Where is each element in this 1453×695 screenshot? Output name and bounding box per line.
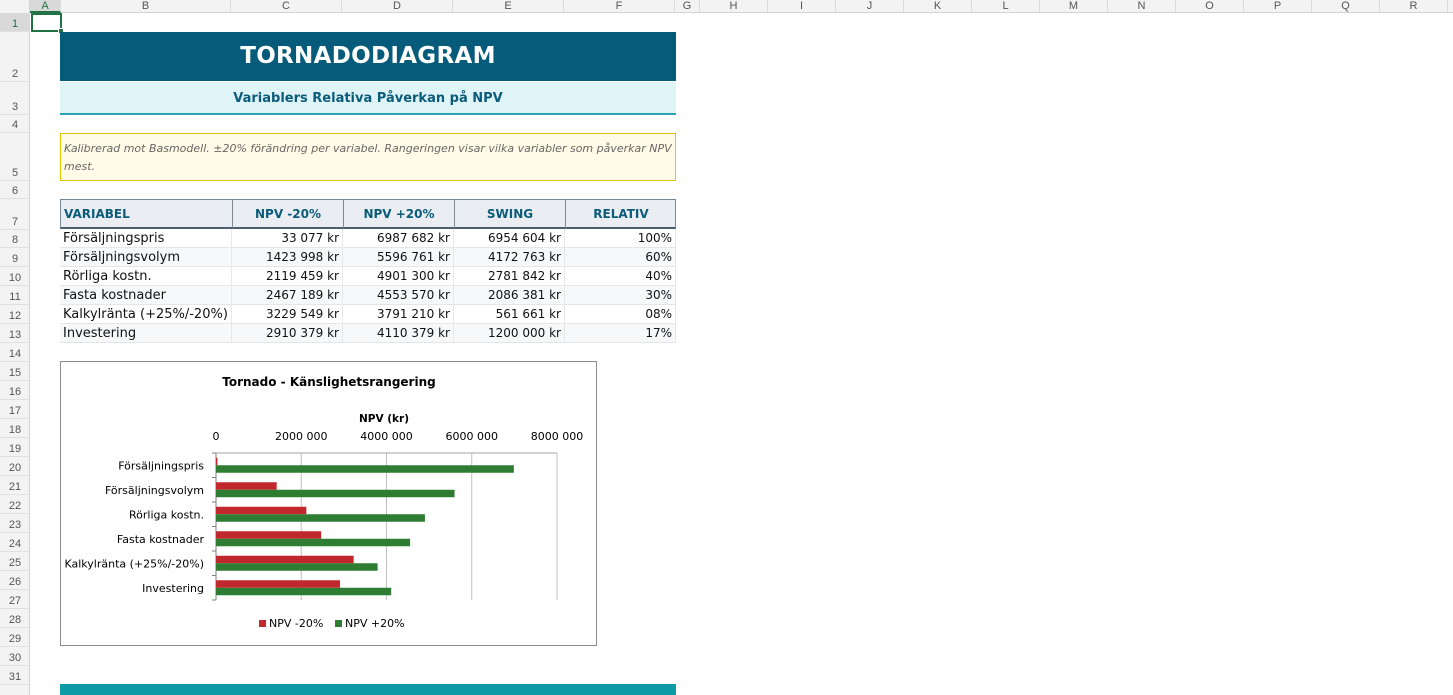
x-tick-label: 6000 000 [445, 430, 498, 443]
value-cell[interactable]: 2119 459 kr [232, 267, 343, 286]
value-cell[interactable]: 30% [565, 286, 676, 305]
row-header-22[interactable]: 22 [0, 495, 30, 514]
value-cell[interactable]: 2467 189 kr [232, 286, 343, 305]
row-header-13[interactable]: 13 [0, 324, 30, 343]
value-cell[interactable]: 561 661 kr [454, 305, 565, 324]
bar-npv-plus [216, 465, 514, 473]
table-row [60, 305, 676, 324]
x-tick-label: 8000 000 [530, 430, 584, 443]
row-header-15[interactable]: 15 [0, 362, 30, 381]
variable-name-cell[interactable]: Försäljningsvolym [60, 248, 232, 267]
row-header-24[interactable]: 24 [0, 533, 30, 552]
value-cell[interactable]: 4901 300 kr [343, 267, 454, 286]
row-header-20[interactable]: 20 [0, 457, 30, 476]
category-label: Fasta kostnader [116, 532, 204, 546]
column-header-p[interactable]: P [1244, 0, 1312, 13]
row-header-18[interactable]: 18 [0, 419, 30, 438]
value-cell[interactable]: 6954 604 kr [454, 229, 565, 248]
value-cell[interactable]: 4553 570 kr [343, 286, 454, 305]
bar-npv-plus [216, 514, 425, 522]
row-header-1[interactable]: 1 [0, 13, 30, 32]
header-npv-minus[interactable]: NPV -20% [233, 200, 344, 228]
value-cell[interactable]: 1200 000 kr [454, 324, 565, 343]
bar-npv-minus [216, 556, 354, 564]
row-header-12[interactable]: 12 [0, 305, 30, 324]
x-tick-label: 4000 000 [360, 430, 413, 443]
column-header-e[interactable]: E [453, 0, 564, 13]
bar-npv-minus [216, 580, 340, 588]
bar-npv-plus [216, 539, 410, 547]
category-label: Rörliga kostn. [129, 508, 204, 522]
column-header-d[interactable]: D [342, 0, 453, 13]
category-label: Försäljningsvolym [104, 483, 204, 497]
row-header-3[interactable]: 3 [0, 82, 30, 115]
header-variabel[interactable]: VARIABEL [61, 200, 233, 228]
row-header-26[interactable]: 26 [0, 571, 30, 590]
variable-name-cell[interactable]: Rörliga kostn. [60, 267, 232, 286]
column-header-b[interactable]: B [61, 0, 231, 13]
value-cell[interactable]: 4110 379 kr [343, 324, 454, 343]
row-header-30[interactable]: 30 [0, 647, 30, 666]
column-header-c[interactable]: C [231, 0, 342, 13]
table-row [60, 248, 676, 267]
table-row [60, 229, 676, 248]
bar-npv-plus [216, 588, 391, 596]
bar-npv-minus [216, 458, 217, 466]
x-tick-label: 0 [212, 430, 220, 443]
row-header-27[interactable]: 27 [0, 590, 30, 609]
category-label: Kalkylränta (+25%/-20%) [64, 557, 204, 571]
legend-swatch [259, 620, 266, 627]
value-cell[interactable]: 17% [565, 324, 676, 343]
note-text: Kalibrerad mot Basmodell. ±20% förändring per variabel. Rangeringen visar vilka variabler som påverkar NPV mest. [64, 142, 672, 173]
page-subtitle: Variablers Relativa Påverkan på NPV [60, 82, 676, 115]
legend-label: NPV -20% [269, 617, 324, 630]
column-header-l[interactable]: L [972, 0, 1040, 13]
column-header-j[interactable]: J [836, 0, 904, 13]
bar-npv-minus [216, 482, 277, 490]
row-header-bar [0, 13, 30, 695]
row-header-19[interactable]: 19 [0, 438, 30, 457]
x-tick-label: 2000 000 [275, 430, 328, 443]
column-header-r[interactable]: R [1380, 0, 1448, 13]
column-header-m[interactable]: M [1040, 0, 1108, 13]
bottom-banner [60, 684, 676, 695]
bar-npv-plus [216, 490, 455, 498]
row-header-21[interactable]: 21 [0, 476, 30, 495]
row-header-29[interactable]: 29 [0, 628, 30, 647]
x-axis-label: NPV (kr) [358, 413, 410, 425]
row-header-25[interactable]: 25 [0, 552, 30, 571]
chart-canvas [61, 362, 598, 647]
variable-name-cell[interactable]: Kalkylränta (+25%/-20%) [60, 305, 232, 324]
column-header-h[interactable]: H [700, 0, 768, 13]
page-title: TORNADODIAGRAM [60, 32, 676, 81]
column-header-i[interactable]: I [768, 0, 836, 13]
value-cell[interactable]: 6987 682 kr [343, 229, 454, 248]
value-cell[interactable]: 2086 381 kr [454, 286, 565, 305]
row-header-14[interactable]: 14 [0, 343, 30, 362]
column-header-n[interactable]: N [1108, 0, 1176, 13]
row-header-5[interactable]: 5 [0, 133, 30, 181]
value-cell[interactable]: 60% [565, 248, 676, 267]
value-cell[interactable]: 08% [565, 305, 676, 324]
row-header-23[interactable]: 23 [0, 514, 30, 533]
value-cell[interactable]: 100% [565, 229, 676, 248]
category-label: Försäljningspris [118, 459, 204, 473]
column-header-f[interactable]: F [564, 0, 675, 13]
header-npv-plus[interactable]: NPV +20% [344, 200, 455, 228]
table-row [60, 267, 676, 286]
column-header-o[interactable]: O [1176, 0, 1244, 13]
legend-label: NPV +20% [345, 617, 405, 630]
row-header-28[interactable]: 28 [0, 609, 30, 628]
bar-npv-plus [216, 563, 378, 571]
variable-name-cell[interactable]: Investering [60, 324, 232, 343]
variable-name-cell[interactable]: Fasta kostnader [60, 286, 232, 305]
chart-title: Tornado - Känslighetsrangering [222, 375, 436, 389]
row-header-16[interactable]: 16 [0, 381, 30, 400]
column-header-g[interactable]: G [675, 0, 700, 13]
table-row [60, 324, 676, 343]
row-header-9[interactable]: 9 [0, 248, 30, 267]
row-header-6[interactable]: 6 [0, 181, 30, 199]
value-cell[interactable]: 2910 379 kr [232, 324, 343, 343]
value-cell[interactable]: 3791 210 kr [343, 305, 454, 324]
bar-npv-minus [216, 531, 321, 539]
value-cell[interactable]: 33 077 kr [232, 229, 343, 248]
header-relativ[interactable]: RELATIV [593, 207, 649, 221]
value-cell[interactable]: 3229 549 kr [232, 305, 343, 324]
row-header-7[interactable]: 7 [0, 199, 30, 230]
value-cell[interactable]: 40% [565, 267, 676, 286]
table-row [60, 286, 676, 305]
bar-npv-minus [216, 507, 306, 515]
header-swing[interactable]: SWING [455, 200, 566, 228]
column-header-q[interactable]: Q [1312, 0, 1380, 13]
legend-swatch [335, 620, 342, 627]
tornado-chart[interactable] [60, 361, 597, 646]
row-header-2[interactable]: 2 [0, 32, 30, 82]
column-header-bar [0, 0, 1453, 13]
row-header-4[interactable]: 4 [0, 115, 30, 133]
category-label: Investering [142, 581, 204, 595]
value-cell[interactable]: 5596 761 kr [343, 248, 454, 267]
row-header-10[interactable]: 10 [0, 267, 30, 286]
value-cell[interactable]: 4172 763 kr [454, 248, 565, 267]
row-header-31[interactable]: 31 [0, 666, 30, 685]
value-cell[interactable]: 1423 998 kr [232, 248, 343, 267]
select-all-corner[interactable] [0, 0, 30, 13]
value-cell[interactable]: 2781 842 kr [454, 267, 565, 286]
variable-name-cell[interactable]: Försäljningspris [60, 229, 232, 248]
table-header-row [60, 199, 676, 229]
column-header-k[interactable]: K [904, 0, 972, 13]
active-cell-selection[interactable] [31, 13, 62, 32]
column-header-a[interactable]: A [30, 0, 61, 13]
row-header-17[interactable]: 17 [0, 400, 30, 419]
row-header-8[interactable]: 8 [0, 230, 30, 248]
row-header-11[interactable]: 11 [0, 286, 30, 305]
note-box [60, 133, 676, 181]
